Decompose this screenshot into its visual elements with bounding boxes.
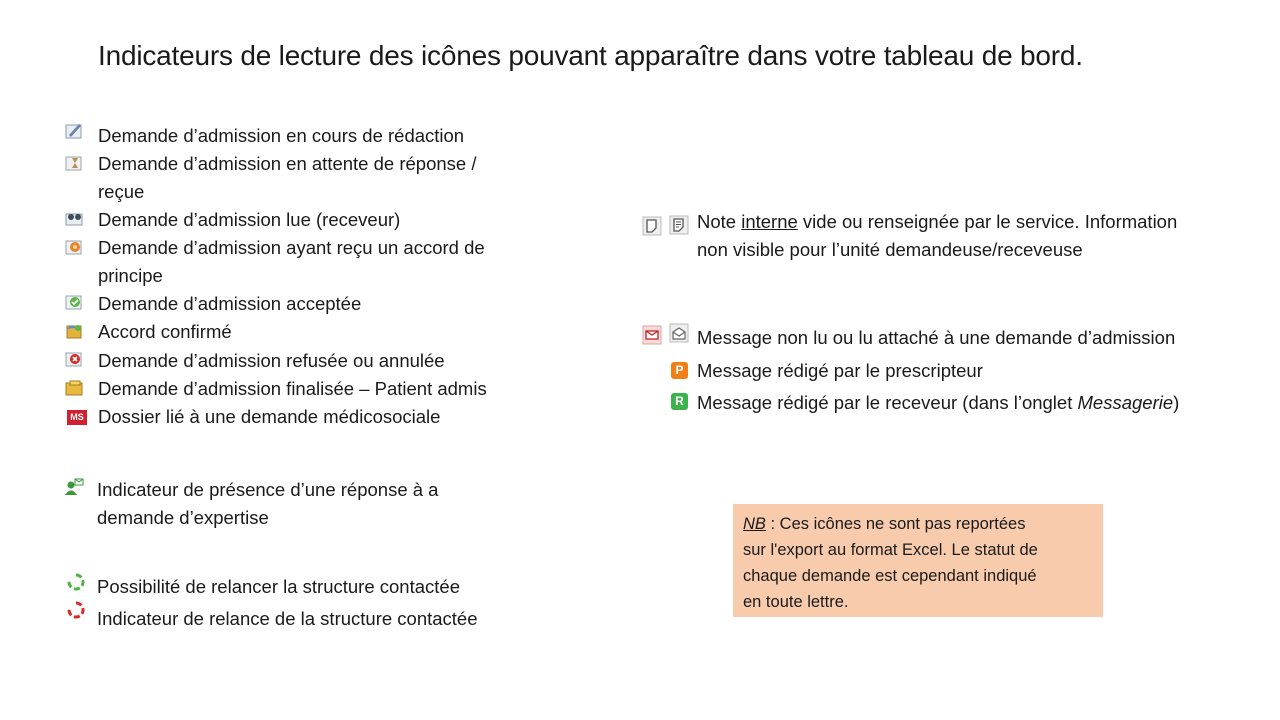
relaunch-possible-icon [66, 572, 86, 592]
receveur-badge-icon: R [671, 393, 688, 410]
confirmed-agreement-icon [63, 320, 85, 342]
agreement-orange-icon [63, 236, 85, 258]
accepted-check-icon [63, 291, 85, 313]
refused-cross-icon [63, 348, 85, 370]
page-title: Indicateurs de lecture des icônes pouvant apparaître dans votre tableau de bord. [98, 40, 1083, 71]
message-receveur: Message rédigé par le receveur (dans l’onglet Messagerie) [697, 392, 1180, 413]
expertise-response-icon [63, 476, 85, 498]
read-message-icon [669, 323, 689, 343]
filled-note-icon [669, 215, 689, 235]
ms-badge-icon: MS [67, 410, 87, 425]
expertise-item: Indicateur de présence d’une réponse à a demande d’expertise [97, 479, 439, 528]
draft-pencil-icon [63, 120, 85, 142]
finalized-folder-icon [63, 377, 85, 399]
hourglass-document-icon [63, 152, 85, 174]
relaunch-indicator-icon [66, 600, 86, 620]
unread-message-icon [642, 325, 662, 345]
prescripteur-badge-icon: P [671, 362, 688, 379]
empty-note-icon [642, 216, 662, 236]
list-item: Demande d’admission ayant reçu un accord de principe [98, 237, 485, 286]
read-glasses-icon [63, 207, 85, 229]
list-item: Demande d’admission en attente de réponse / reçue [98, 153, 477, 202]
nb-note-box: NB : Ces icônes ne sont pas reportées sur l'export au format Excel. Le statut de chaque demande est cependant indiqué en toute lettre. [733, 504, 1103, 617]
note-description: Note interne vide ou renseignée par le service. Information non visible pour l’unité demandeuse/receveuse [697, 211, 1178, 260]
